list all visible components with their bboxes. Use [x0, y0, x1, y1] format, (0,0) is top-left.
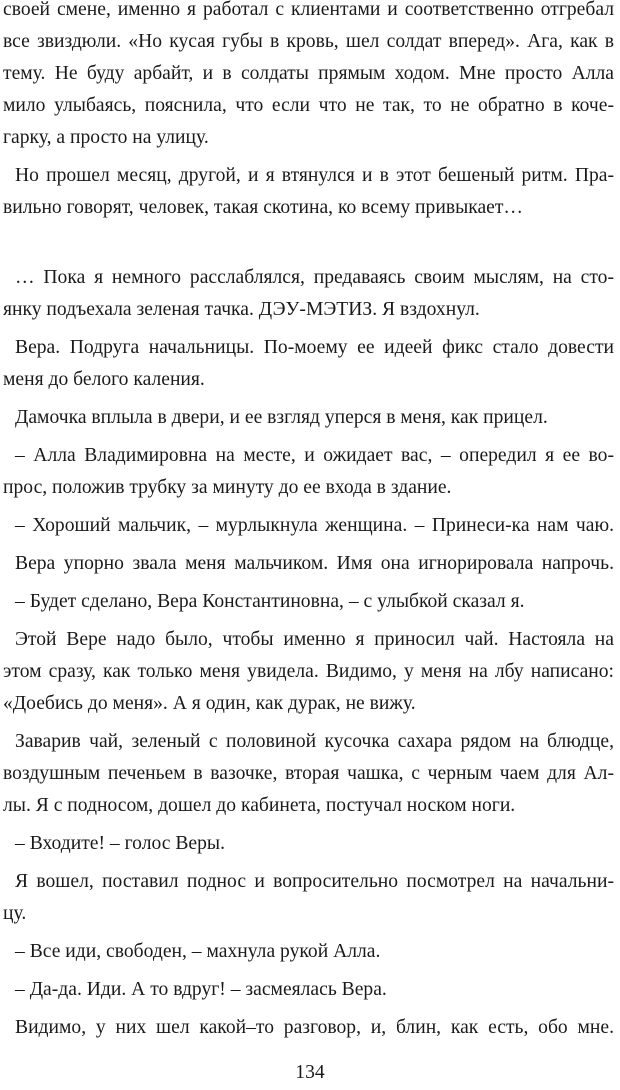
text-line: гарку, а просто на улицу.	[3, 127, 209, 148]
paragraph	[3, 866, 614, 930]
text-line: все звиздюли. «Но кусая губы в кровь, шел солдат вперед». Ага, как в	[3, 31, 614, 52]
paragraph	[3, 828, 614, 860]
paragraph	[3, 510, 614, 542]
paragraph	[3, 586, 614, 618]
text-line: – Да-да. Иди. А то вдруг! – засмеялась Вера.	[15, 979, 387, 1000]
paragraph	[3, 262, 614, 326]
text-line: – Входите! – голос Веры.	[15, 833, 225, 854]
text-line: этом сразу, как только меня увидела. Видимо, у меня на лбу написано:	[3, 661, 614, 682]
text-line: Видимо, у них шел какой–то разговор, и, блин, как есть, обо мне.	[15, 1017, 614, 1038]
text-line: Вера упорно звала меня мальчиком. Имя она игнорировала напрочь.	[15, 553, 614, 574]
text-line: цу.	[3, 903, 27, 924]
paragraph	[3, 440, 614, 504]
text-line: Этой Вере надо было, чтобы именно я приносил чай. Настояла на	[15, 629, 614, 650]
paragraph	[3, 624, 614, 720]
text-line: Я вошел, поставил поднос и вопросительно посмотрел на начальни-	[15, 871, 614, 892]
text-line: воздушным печеньем в вазочке, вторая чашка, с черным чаем для Ал-	[3, 763, 614, 784]
text-line: мило улыбаясь, пояснила, что если что не так, то не обратно в коче-	[3, 95, 614, 116]
text-line: – Алла Владимировна на месте, и ожидает вас, – опередил я ее во-	[15, 445, 614, 466]
text-line: вильно говорят, человек, такая скотина, ко всему привыкает…	[3, 197, 524, 218]
text-line: янку подъехала зеленая тачка. ДЭУ-МЭТИЗ. Я вздохнул.	[3, 299, 480, 320]
paragraph	[3, 1012, 614, 1044]
text-line: «Доебись до меня». А я один, как дурак, не вижу.	[3, 693, 416, 714]
text-line: – Хороший мальчик, – мурлыкнула женщина. – Принеси-ка нам чаю.	[15, 515, 614, 536]
page-number: 134	[295, 1062, 325, 1083]
text-line: Дамочка вплыла в двери, и ее взгляд уперся в меня, как прицел.	[15, 407, 548, 428]
text-line: своей смене, именно я работал с клиентами и соответственно отгребал	[3, 0, 614, 20]
paragraph	[3, 160, 614, 224]
text-line: тему. Не буду арбайт, и в солдаты прямым ходом. Мне просто Алла	[3, 63, 614, 84]
paragraph	[3, 548, 614, 580]
text-line: Заварив чай, зеленый с половиной кусочка сахара рядом на блюдце,	[15, 731, 614, 752]
text-line: Но прошел месяц, другой, и я втянулся и в этот бешеный ритм. Пра-	[15, 165, 614, 186]
paragraph	[3, 726, 614, 822]
text-line: лы. Я с подносом, дошел до кабинета, постучал носком ноги.	[3, 795, 516, 816]
paragraph	[3, 332, 614, 396]
text-line: – Будет сделано, Вера Константиновна, – с улыбкой сказал я.	[15, 591, 525, 612]
paragraph	[3, 974, 614, 1006]
text-line: прос, положив трубку за минуту до ее входа в здание.	[3, 477, 452, 498]
text-line: Вера. Подруга начальницы. По-моему ее идеей фикс стало довести	[15, 337, 614, 358]
paragraph	[3, 402, 614, 434]
paragraph	[3, 936, 614, 968]
scene-break	[3, 224, 614, 262]
page-body	[3, 0, 614, 1044]
paragraph	[3, 0, 614, 154]
text-line: меня до белого каления.	[3, 369, 205, 390]
text-line: … Пока я немного расслаблялся, предаваясь своим мыслям, на сто-	[15, 267, 614, 288]
text-line: – Все иди, свободен, – махнула рукой Алла.	[15, 941, 381, 962]
